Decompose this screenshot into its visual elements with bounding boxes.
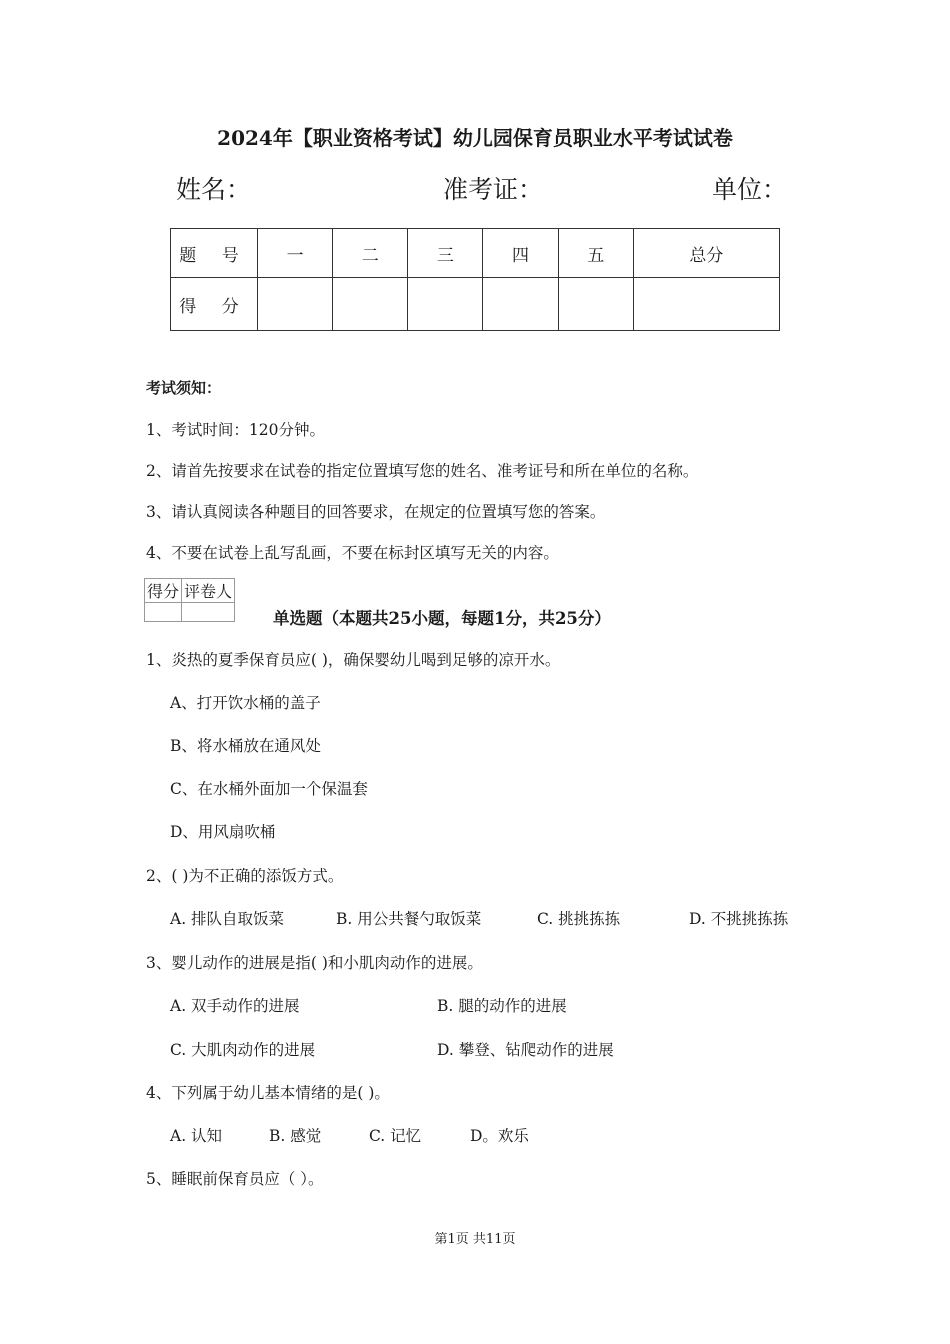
score-table-score-row bbox=[171, 278, 780, 331]
exam-title: 2024年【职业资格考试】幼儿园保育员职业水平考试试卷 bbox=[217, 126, 733, 150]
question-2-option-a[interactable]: A. 排队自取饭菜 bbox=[170, 910, 285, 928]
question-3-option-a[interactable]: A. 双手动作的进展 bbox=[170, 997, 300, 1015]
score-table-label-score: 得 分 bbox=[171, 278, 258, 331]
score-cell-4[interactable] bbox=[483, 278, 558, 331]
unit-field-label: 单位： bbox=[712, 175, 788, 204]
page-footer: 第1页 共11页 bbox=[434, 1232, 516, 1247]
score-table-col-3: 三 bbox=[408, 229, 483, 278]
question-3-option-b[interactable]: B. 腿的动作的进展 bbox=[437, 997, 567, 1015]
section-title: 单选题（本题共25小题，每题1分，共25分） bbox=[273, 609, 611, 628]
score-cell-5[interactable] bbox=[558, 278, 633, 331]
grader-box bbox=[144, 578, 235, 622]
question-5-stem: 5、睡眠前保育员应（ ）。 bbox=[146, 1170, 324, 1188]
name-field-label: 姓名： bbox=[176, 175, 252, 204]
question-3-option-d[interactable]: D. 攀登、钻爬动作的进展 bbox=[437, 1041, 614, 1059]
score-table-col-1: 一 bbox=[258, 229, 333, 278]
question-1-stem: 1、炎热的夏季保育员应( )，确保婴幼儿喝到足够的凉开水。 bbox=[146, 651, 561, 669]
question-1-option-d[interactable]: D、用风扇吹桶 bbox=[170, 823, 276, 841]
score-table-label-question-no: 题 号 bbox=[171, 229, 258, 278]
score-cell-1[interactable] bbox=[258, 278, 333, 331]
question-2-stem: 2、( )为不正确的添饭方式。 bbox=[146, 867, 344, 885]
question-1-option-b[interactable]: B、将水桶放在通风处 bbox=[170, 737, 321, 755]
score-cell-3[interactable] bbox=[408, 278, 483, 331]
grader-score-cell[interactable] bbox=[145, 603, 182, 622]
question-4-option-d[interactable]: D。欢乐 bbox=[470, 1127, 529, 1145]
notice-item-1: 1、考试时间：120分钟。 bbox=[146, 421, 325, 439]
question-3-option-c[interactable]: C. 大肌肉动作的进展 bbox=[170, 1041, 316, 1059]
score-table-header-row bbox=[171, 229, 780, 278]
exam-id-field-label: 准考证： bbox=[443, 175, 544, 204]
question-4-option-a[interactable]: A. 认知 bbox=[170, 1127, 223, 1145]
score-table-col-4: 四 bbox=[483, 229, 558, 278]
question-1-option-a[interactable]: A、打开饮水桶的盖子 bbox=[170, 694, 321, 712]
question-2-option-d[interactable]: D. 不挑挑拣拣 bbox=[689, 910, 789, 928]
score-table-col-2: 二 bbox=[333, 229, 408, 278]
question-4-option-b[interactable]: B. 感觉 bbox=[269, 1127, 322, 1145]
score-cell-total[interactable] bbox=[633, 278, 779, 331]
question-4-stem: 4、下列属于幼儿基本情绪的是( )。 bbox=[146, 1084, 390, 1102]
grader-score-label: 得分 bbox=[145, 579, 182, 603]
score-table-col-total: 总分 bbox=[633, 229, 779, 278]
score-cell-2[interactable] bbox=[333, 278, 408, 331]
question-3-stem: 3、婴儿动作的进展是指( )和小肌肉动作的进展。 bbox=[146, 954, 483, 972]
notice-item-2: 2、请首先按要求在试卷的指定位置填写您的姓名、准考证号和所在单位的名称。 bbox=[146, 462, 699, 480]
grader-reviewer-label: 评卷人 bbox=[182, 579, 235, 603]
question-2-option-c[interactable]: C. 挑挑拣拣 bbox=[537, 910, 621, 928]
score-table bbox=[170, 228, 780, 331]
grader-reviewer-cell[interactable] bbox=[182, 603, 235, 622]
notice-item-4: 4、不要在试卷上乱写乱画，不要在标封区填写无关的内容。 bbox=[146, 544, 559, 562]
notice-item-3: 3、请认真阅读各种题目的回答要求，在规定的位置填写您的答案。 bbox=[146, 503, 606, 521]
question-4-option-c[interactable]: C. 记忆 bbox=[369, 1127, 422, 1145]
question-1-option-c[interactable]: C、在水桶外面加一个保温套 bbox=[170, 780, 368, 798]
question-2-option-b[interactable]: B. 用公共餐勺取饭菜 bbox=[336, 910, 482, 928]
notice-heading: 考试须知： bbox=[146, 379, 222, 397]
score-table-col-5: 五 bbox=[558, 229, 633, 278]
